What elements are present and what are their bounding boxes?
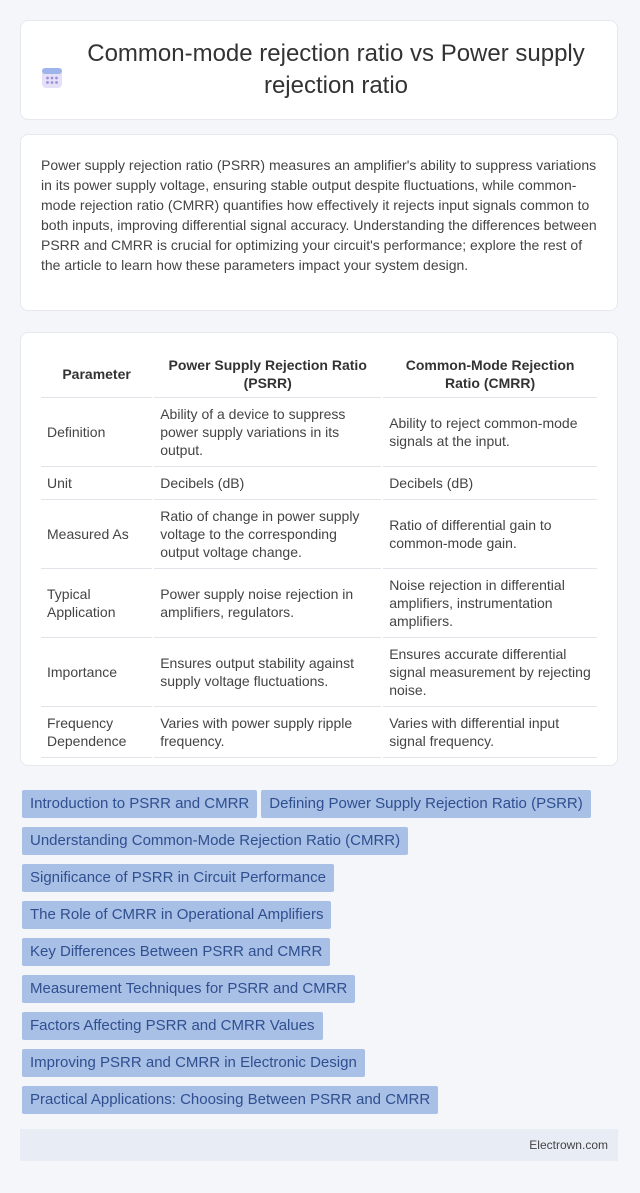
intro-card	[20, 134, 618, 311]
table-row	[41, 707, 597, 758]
table-cell-cmrr: Decibels (dB)	[382, 467, 597, 500]
table-cell-cmrr: Ratio of differential gain to common-mode gain.	[382, 500, 597, 569]
table-cell-psrr: Ability of a device to suppress power supply variations in its output.	[153, 398, 382, 467]
topic-link-defining-psrr[interactable]: Defining Power Supply Rejection Ratio (PSRR)	[261, 790, 590, 818]
table-row	[41, 467, 597, 500]
topic-link-improving-design[interactable]: Improving PSRR and CMRR in Electronic Design	[22, 1049, 365, 1077]
table-cell-parameter: Typical Application	[41, 569, 153, 638]
page-title: Common-mode rejection ratio vs Power supply rejection ratio	[87, 40, 585, 99]
table-cell-cmrr: Noise rejection in differential amplifiers, instrumentation amplifiers.	[382, 569, 597, 638]
table-row	[41, 569, 597, 638]
table-cell-psrr: Ratio of change in power supply voltage to the corresponding output voltage change.	[153, 500, 382, 569]
table-row	[41, 500, 597, 569]
table-header-cmrr: Common-Mode Rejection Ratio (CMRR)	[382, 351, 597, 398]
title-card	[20, 20, 618, 120]
table-cell-parameter: Importance	[41, 638, 153, 707]
table-cell-cmrr: Ability to reject common-mode signals at the input.	[382, 398, 597, 467]
table-row	[41, 398, 597, 467]
topic-link-key-differences[interactable]: Key Differences Between PSRR and CMRR	[22, 938, 330, 966]
table-cell-parameter: Unit	[41, 467, 153, 500]
table-cell-psrr: Power supply noise rejection in amplifiers, regulators.	[153, 569, 382, 638]
calendar-grid-icon	[39, 65, 65, 91]
table-cell-psrr: Varies with power supply ripple frequency.	[153, 707, 382, 758]
table-header-parameter: Parameter	[41, 351, 153, 398]
table-cell-psrr: Ensures output stability against supply voltage fluctuations.	[153, 638, 382, 707]
table-row	[41, 638, 597, 707]
topic-link-practical-applications[interactable]: Practical Applications: Choosing Between PSRR and CMRR	[22, 1086, 438, 1114]
table-cell-parameter: Frequency Dependence	[41, 707, 153, 758]
table-header-row	[41, 351, 597, 398]
table-cell-parameter: Definition	[41, 398, 153, 467]
table-cell-psrr: Decibels (dB)	[153, 467, 382, 500]
topic-link-understanding-cmrr[interactable]: Understanding Common-Mode Rejection Ratio (CMRR)	[22, 827, 408, 855]
comparison-table-card	[20, 332, 618, 766]
topic-link-measurement-techniques[interactable]: Measurement Techniques for PSRR and CMRR	[22, 975, 355, 1003]
table-cell-parameter: Measured As	[41, 500, 153, 569]
footer-site-name[interactable]: Electrown.com	[529, 1138, 608, 1152]
table-header-psrr: Power Supply Rejection Ratio (PSRR)	[153, 351, 382, 398]
title-wrap	[39, 38, 599, 102]
table-cell-cmrr: Varies with differential input signal frequency.	[382, 707, 597, 758]
topic-link-role-cmrr[interactable]: The Role of CMRR in Operational Amplifiers	[22, 901, 331, 929]
topic-link-introduction[interactable]: Introduction to PSRR and CMRR	[22, 790, 257, 818]
table-cell-cmrr: Ensures accurate differential signal measurement by rejecting noise.	[382, 638, 597, 707]
topic-links	[22, 790, 622, 1123]
comparison-table	[41, 351, 597, 758]
footer	[20, 1129, 618, 1161]
intro-paragraph: Power supply rejection ratio (PSRR) measures an amplifier's ability to suppress variations in its power supply voltage, ensuring stable output despite fluctuations, while common-mode rejection ratio (CMRR) quantifies how effectively it rejects input signals common to both inputs, improving differential signal accuracy. Understanding the differences between PSRR and CMRR is crucial for optimizing your circuit's performance; explore the rest of the article to learn how these parameters impact your system design.	[41, 157, 597, 273]
topic-link-factors-affecting[interactable]: Factors Affecting PSRR and CMRR Values	[22, 1012, 323, 1040]
topic-link-significance-psrr[interactable]: Significance of PSRR in Circuit Performance	[22, 864, 334, 892]
